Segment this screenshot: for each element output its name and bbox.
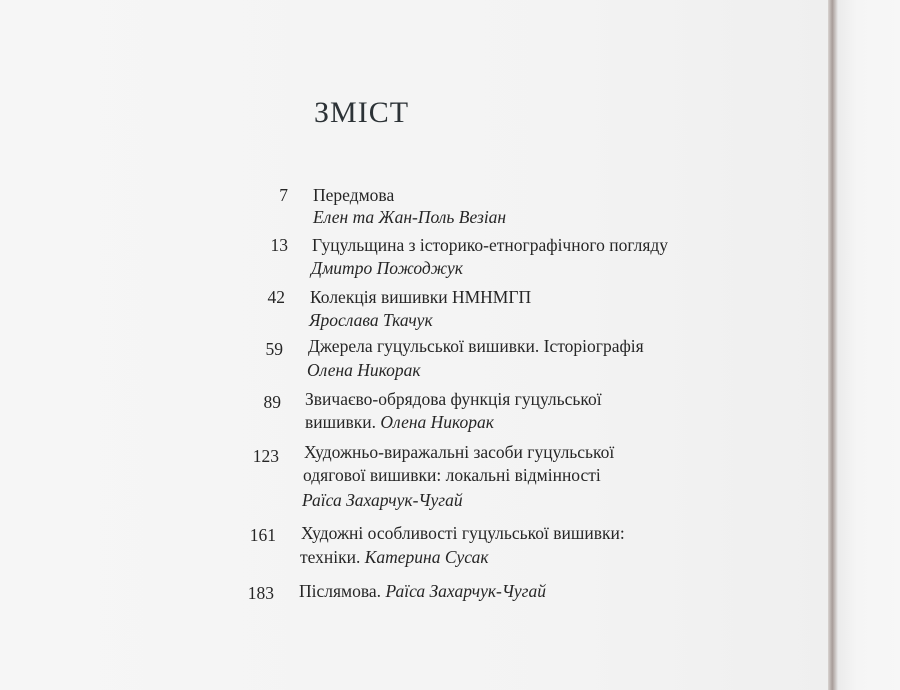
toc-page-number: 123 [252,446,279,466]
toc-entry-title: Післямова. Раїса Захарчук-Чугай [299,581,547,601]
toc-entry-author: Олена Никорак [307,360,421,380]
toc-page-number: 161 [249,525,276,545]
toc-page-number: 13 [270,235,288,255]
toc-entry-author: Раїса Захарчук-Чугай [385,581,547,601]
toc-entry-author: Ярослава Ткачук [309,310,433,330]
toc-entry-title: Джерела гуцульської вишивки. Історіографія [308,336,644,356]
toc-entry-author: Олена Никорак [380,412,494,432]
toc-page-number: 89 [263,392,281,412]
toc-page-number: 42 [267,287,285,307]
toc-entry-title-continued: вишивки. Олена Никорак [305,412,494,432]
toc-entry-author: Дмитро Пожоджук [311,258,463,278]
toc-entry-title: Художні особливості гуцульської вишивки: [301,523,625,543]
toc-entry-title: Гуцульщина з історико-етнографічного погляду [312,235,669,255]
toc-page-number: 7 [279,185,288,205]
toc-page-number: 183 [247,583,274,603]
toc-entry-title: Звичаєво-обрядова функція гуцульської [305,389,602,409]
toc-entry-author: Раїса Захарчук-Чугай [302,490,463,510]
toc-entry-title-continued: одягової вишивки: локальні відмінності [303,465,601,485]
toc-entry-author: Елен та Жан-Поль Везіан [313,207,507,227]
page-title: ЗМІСТ [314,96,410,129]
toc-entry-title-continued: техніки. Катерина Сусак [300,547,489,567]
page-edge-shadow [828,0,900,690]
toc-entry-title: Передмова [313,185,395,205]
toc-entry-title: Художньо-виражальні засоби гуцульської [304,442,615,462]
toc-entry-author: Катерина Сусак [364,547,489,567]
toc-page-number: 59 [265,339,283,359]
toc-entry-title: Колекція вишивки НМНМГП [310,287,532,307]
